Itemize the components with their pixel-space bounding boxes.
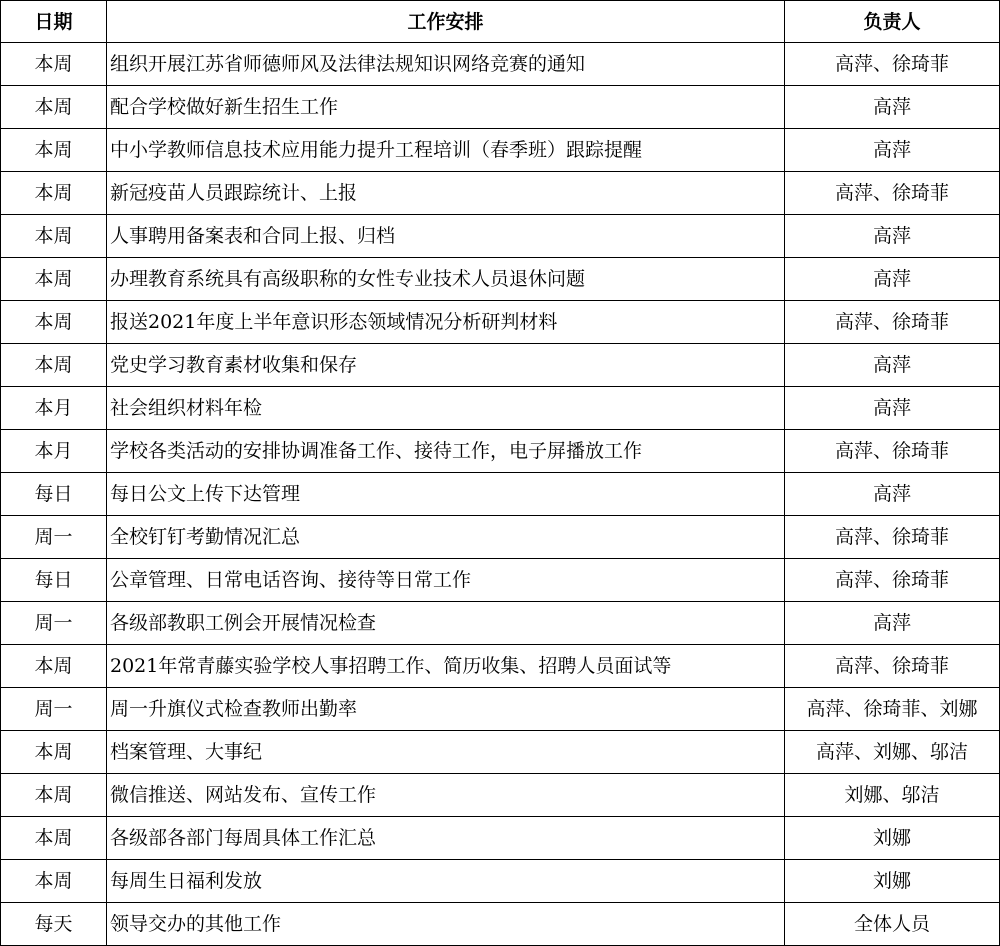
table-row: [1, 43, 1000, 86]
table-row: [1, 903, 1000, 946]
table-row: [1, 774, 1000, 817]
table-row: [1, 344, 1000, 387]
cell-date: 本周: [1, 301, 107, 344]
cell-date: 本周: [1, 258, 107, 301]
cell-owner: 高萍: [785, 602, 1000, 645]
cell-task: 党史学习教育素材收集和保存: [107, 344, 785, 387]
table-row: [1, 215, 1000, 258]
cell-date: 每日: [1, 473, 107, 516]
cell-date: 本周: [1, 860, 107, 903]
cell-date: 本周: [1, 645, 107, 688]
cell-task: 各级部教职工例会开展情况检查: [107, 602, 785, 645]
cell-date: 本月: [1, 387, 107, 430]
header-task: 工作安排: [107, 1, 785, 43]
cell-task: 周一升旗仪式检查教师出勤率: [107, 688, 785, 731]
cell-task: 中小学教师信息技术应用能力提升工程培训（春季班）跟踪提醒: [107, 129, 785, 172]
cell-owner: 刘娜: [785, 860, 1000, 903]
table-row: [1, 258, 1000, 301]
cell-date: 本周: [1, 172, 107, 215]
cell-owner: 高萍: [785, 473, 1000, 516]
cell-owner: 刘娜: [785, 817, 1000, 860]
table-row: [1, 473, 1000, 516]
cell-task: 报送2021年度上半年意识形态领域情况分析研判材料: [107, 301, 785, 344]
cell-task: 领导交办的其他工作: [107, 903, 785, 946]
cell-task: 组织开展江苏省师德师风及法律法规知识网络竞赛的通知: [107, 43, 785, 86]
table-row: [1, 129, 1000, 172]
cell-task: 办理教育系统具有高级职称的女性专业技术人员退休问题: [107, 258, 785, 301]
header-owner: 负责人: [785, 1, 1000, 43]
cell-task: 档案管理、大事纪: [107, 731, 785, 774]
table-row: [1, 301, 1000, 344]
table-row: [1, 602, 1000, 645]
table-row: [1, 817, 1000, 860]
cell-task: 各级部各部门每周具体工作汇总: [107, 817, 785, 860]
cell-date: 本周: [1, 774, 107, 817]
cell-owner: 高萍、徐琦菲: [785, 516, 1000, 559]
cell-date: 本周: [1, 817, 107, 860]
cell-date: 本周: [1, 86, 107, 129]
cell-owner: 刘娜、邬洁: [785, 774, 1000, 817]
cell-owner: 高萍: [785, 344, 1000, 387]
cell-owner: 高萍、徐琦菲: [785, 172, 1000, 215]
cell-date: 本周: [1, 731, 107, 774]
cell-date: 周一: [1, 516, 107, 559]
cell-task: 公章管理、日常电话咨询、接待等日常工作: [107, 559, 785, 602]
table-body: [1, 43, 1000, 946]
cell-owner: 高萍: [785, 129, 1000, 172]
table-row: [1, 731, 1000, 774]
cell-date: 每天: [1, 903, 107, 946]
table-row: [1, 430, 1000, 473]
table-row: [1, 387, 1000, 430]
cell-task: 社会组织材料年检: [107, 387, 785, 430]
cell-owner: 高萍: [785, 387, 1000, 430]
table-header-row: [1, 1, 1000, 43]
cell-owner: 高萍、刘娜、邬洁: [785, 731, 1000, 774]
header-date: 日期: [1, 1, 107, 43]
table-row: [1, 86, 1000, 129]
cell-task: 新冠疫苗人员跟踪统计、上报: [107, 172, 785, 215]
cell-owner: 高萍、徐琦菲: [785, 430, 1000, 473]
table-row: [1, 860, 1000, 903]
cell-date: 周一: [1, 688, 107, 731]
table-row: [1, 559, 1000, 602]
cell-task: 人事聘用备案表和合同上报、归档: [107, 215, 785, 258]
table-row: [1, 172, 1000, 215]
cell-date: 本周: [1, 215, 107, 258]
cell-task: 每周生日福利发放: [107, 860, 785, 903]
cell-task: 配合学校做好新生招生工作: [107, 86, 785, 129]
cell-task: 微信推送、网站发布、宣传工作: [107, 774, 785, 817]
cell-task: 每日公文上传下达管理: [107, 473, 785, 516]
cell-date: 本周: [1, 43, 107, 86]
cell-date: 每日: [1, 559, 107, 602]
cell-owner: 高萍: [785, 86, 1000, 129]
cell-date: 本月: [1, 430, 107, 473]
table-row: [1, 688, 1000, 731]
cell-task: 2021年常青藤实验学校人事招聘工作、简历收集、招聘人员面试等: [107, 645, 785, 688]
cell-owner: 高萍、徐琦菲: [785, 559, 1000, 602]
cell-owner: 高萍、徐琦菲、刘娜: [785, 688, 1000, 731]
cell-date: 周一: [1, 602, 107, 645]
cell-task: 学校各类活动的安排协调准备工作、接待工作，电子屏播放工作: [107, 430, 785, 473]
table-row: [1, 645, 1000, 688]
cell-date: 本周: [1, 344, 107, 387]
cell-owner: 高萍: [785, 215, 1000, 258]
cell-owner: 高萍、徐琦菲: [785, 645, 1000, 688]
cell-owner: 高萍、徐琦菲: [785, 43, 1000, 86]
cell-owner: 全体人员: [785, 903, 1000, 946]
table-row: [1, 516, 1000, 559]
cell-owner: 高萍、徐琦菲: [785, 301, 1000, 344]
cell-owner: 高萍: [785, 258, 1000, 301]
cell-task: 全校钉钉考勤情况汇总: [107, 516, 785, 559]
cell-date: 本周: [1, 129, 107, 172]
